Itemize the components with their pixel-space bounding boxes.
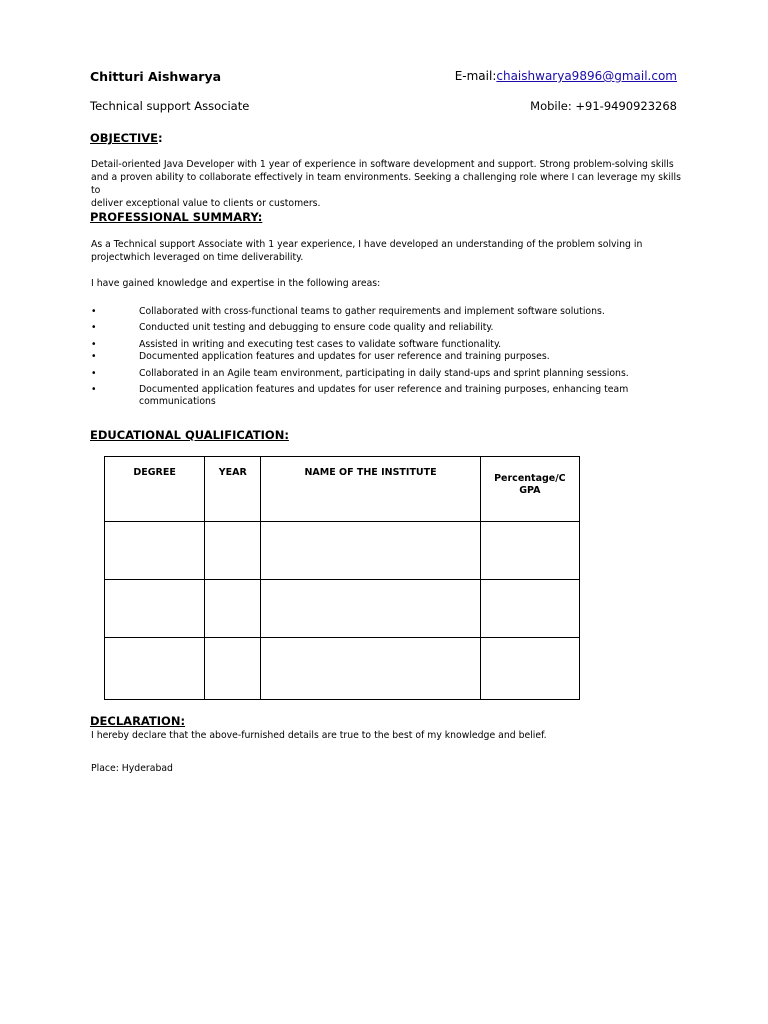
bullet-mark: •	[91, 368, 97, 379]
table-cell	[205, 522, 261, 580]
job-role: Technical support Associate	[90, 99, 250, 113]
table-cell	[261, 580, 480, 638]
bullet-mark: •	[91, 322, 97, 333]
mobile-number: Mobile: +91-9490923268	[530, 99, 677, 113]
declaration-text: I hereby declare that the above-furnished details are true to the best of my knowledge and belief.	[91, 730, 547, 741]
table-cell	[480, 580, 579, 638]
summary-intro-line: As a Technical support Associate with 1 year experience, I have developed an understanding of the problem solving in	[91, 239, 643, 250]
bullet-item	[91, 351, 651, 363]
bullet-item	[91, 339, 651, 351]
bullet-mark: •	[91, 384, 97, 395]
email-link[interactable]: chaishwarya9896@gmail.com	[496, 69, 677, 83]
table-cell	[105, 638, 205, 700]
objective-text	[91, 158, 691, 210]
bullet-text: Documented application features and updates for user reference and training purposes, enhancing team communications	[139, 384, 629, 407]
objective-heading-colon: :	[158, 131, 163, 145]
declaration-heading: DECLARATION:	[90, 714, 186, 728]
table-cell	[261, 522, 480, 580]
objective-line: Detail-oriented Java Developer with 1 year of experience in software development and support. Strong problem-solving skills	[91, 159, 674, 170]
email-line	[455, 69, 677, 83]
declaration-place: Place: Hyderabad	[91, 763, 173, 774]
summary-intro	[91, 238, 691, 264]
summary-bullet-list	[91, 306, 651, 408]
education-header-row	[105, 457, 580, 522]
bullet-text: Collaborated in an Agile team environment, participating in daily stand-ups and sprint planning sessions.	[139, 368, 629, 379]
table-cell	[105, 522, 205, 580]
table-row	[105, 580, 580, 638]
bullet-item	[91, 368, 651, 380]
objective-line: deliver exceptional value to clients or customers.	[91, 198, 321, 209]
institute-column-header: NAME OF THE INSTITUTE	[261, 457, 480, 522]
bullet-text: Assisted in writing and executing test cases to validate software functionality.	[139, 339, 502, 350]
bullet-item	[91, 306, 651, 318]
objective-heading-text: OBJECTIVE	[90, 131, 158, 145]
bullet-text: Documented application features and updates for user reference and training purposes.	[139, 351, 550, 362]
summary-areas-intro: I have gained knowledge and expertise in the following areas:	[91, 278, 381, 289]
email-label: E-mail:	[454, 69, 497, 83]
candidate-name: Chitturi Aishwarya	[90, 69, 222, 84]
table-row	[105, 522, 580, 580]
table-cell	[261, 638, 480, 700]
education-table	[104, 456, 580, 700]
bullet-mark: •	[91, 351, 97, 362]
summary-intro-line: projectwhich leveraged on time deliverability.	[91, 252, 304, 263]
table-cell	[480, 638, 579, 700]
bullet-text: Collaborated with cross-functional teams to gather requirements and implement software solutions.	[139, 306, 605, 317]
degree-column-header: DEGREE	[105, 457, 205, 522]
bullet-item	[91, 322, 651, 334]
percentage-column-header: Percentage/C GPA	[480, 457, 579, 522]
bullet-text: Conducted unit testing and debugging to ensure code quality and reliability.	[139, 322, 494, 333]
table-row	[105, 638, 580, 700]
bullet-mark: •	[91, 306, 97, 317]
table-cell	[205, 580, 261, 638]
table-cell	[480, 522, 579, 580]
table-cell	[205, 638, 261, 700]
year-column-header: YEAR	[205, 457, 261, 522]
table-cell	[105, 580, 205, 638]
bullet-item	[91, 384, 651, 408]
objective-line: and a proven ability to collaborate effectively in team environments. Seeking a challenging role where I can leverage my skills to	[91, 172, 681, 196]
education-heading: EDUCATIONAL QUALIFICATION:	[90, 428, 289, 442]
summary-heading: PROFESSIONAL SUMMARY:	[90, 210, 263, 224]
objective-heading	[90, 131, 163, 145]
bullet-mark: •	[91, 339, 97, 350]
